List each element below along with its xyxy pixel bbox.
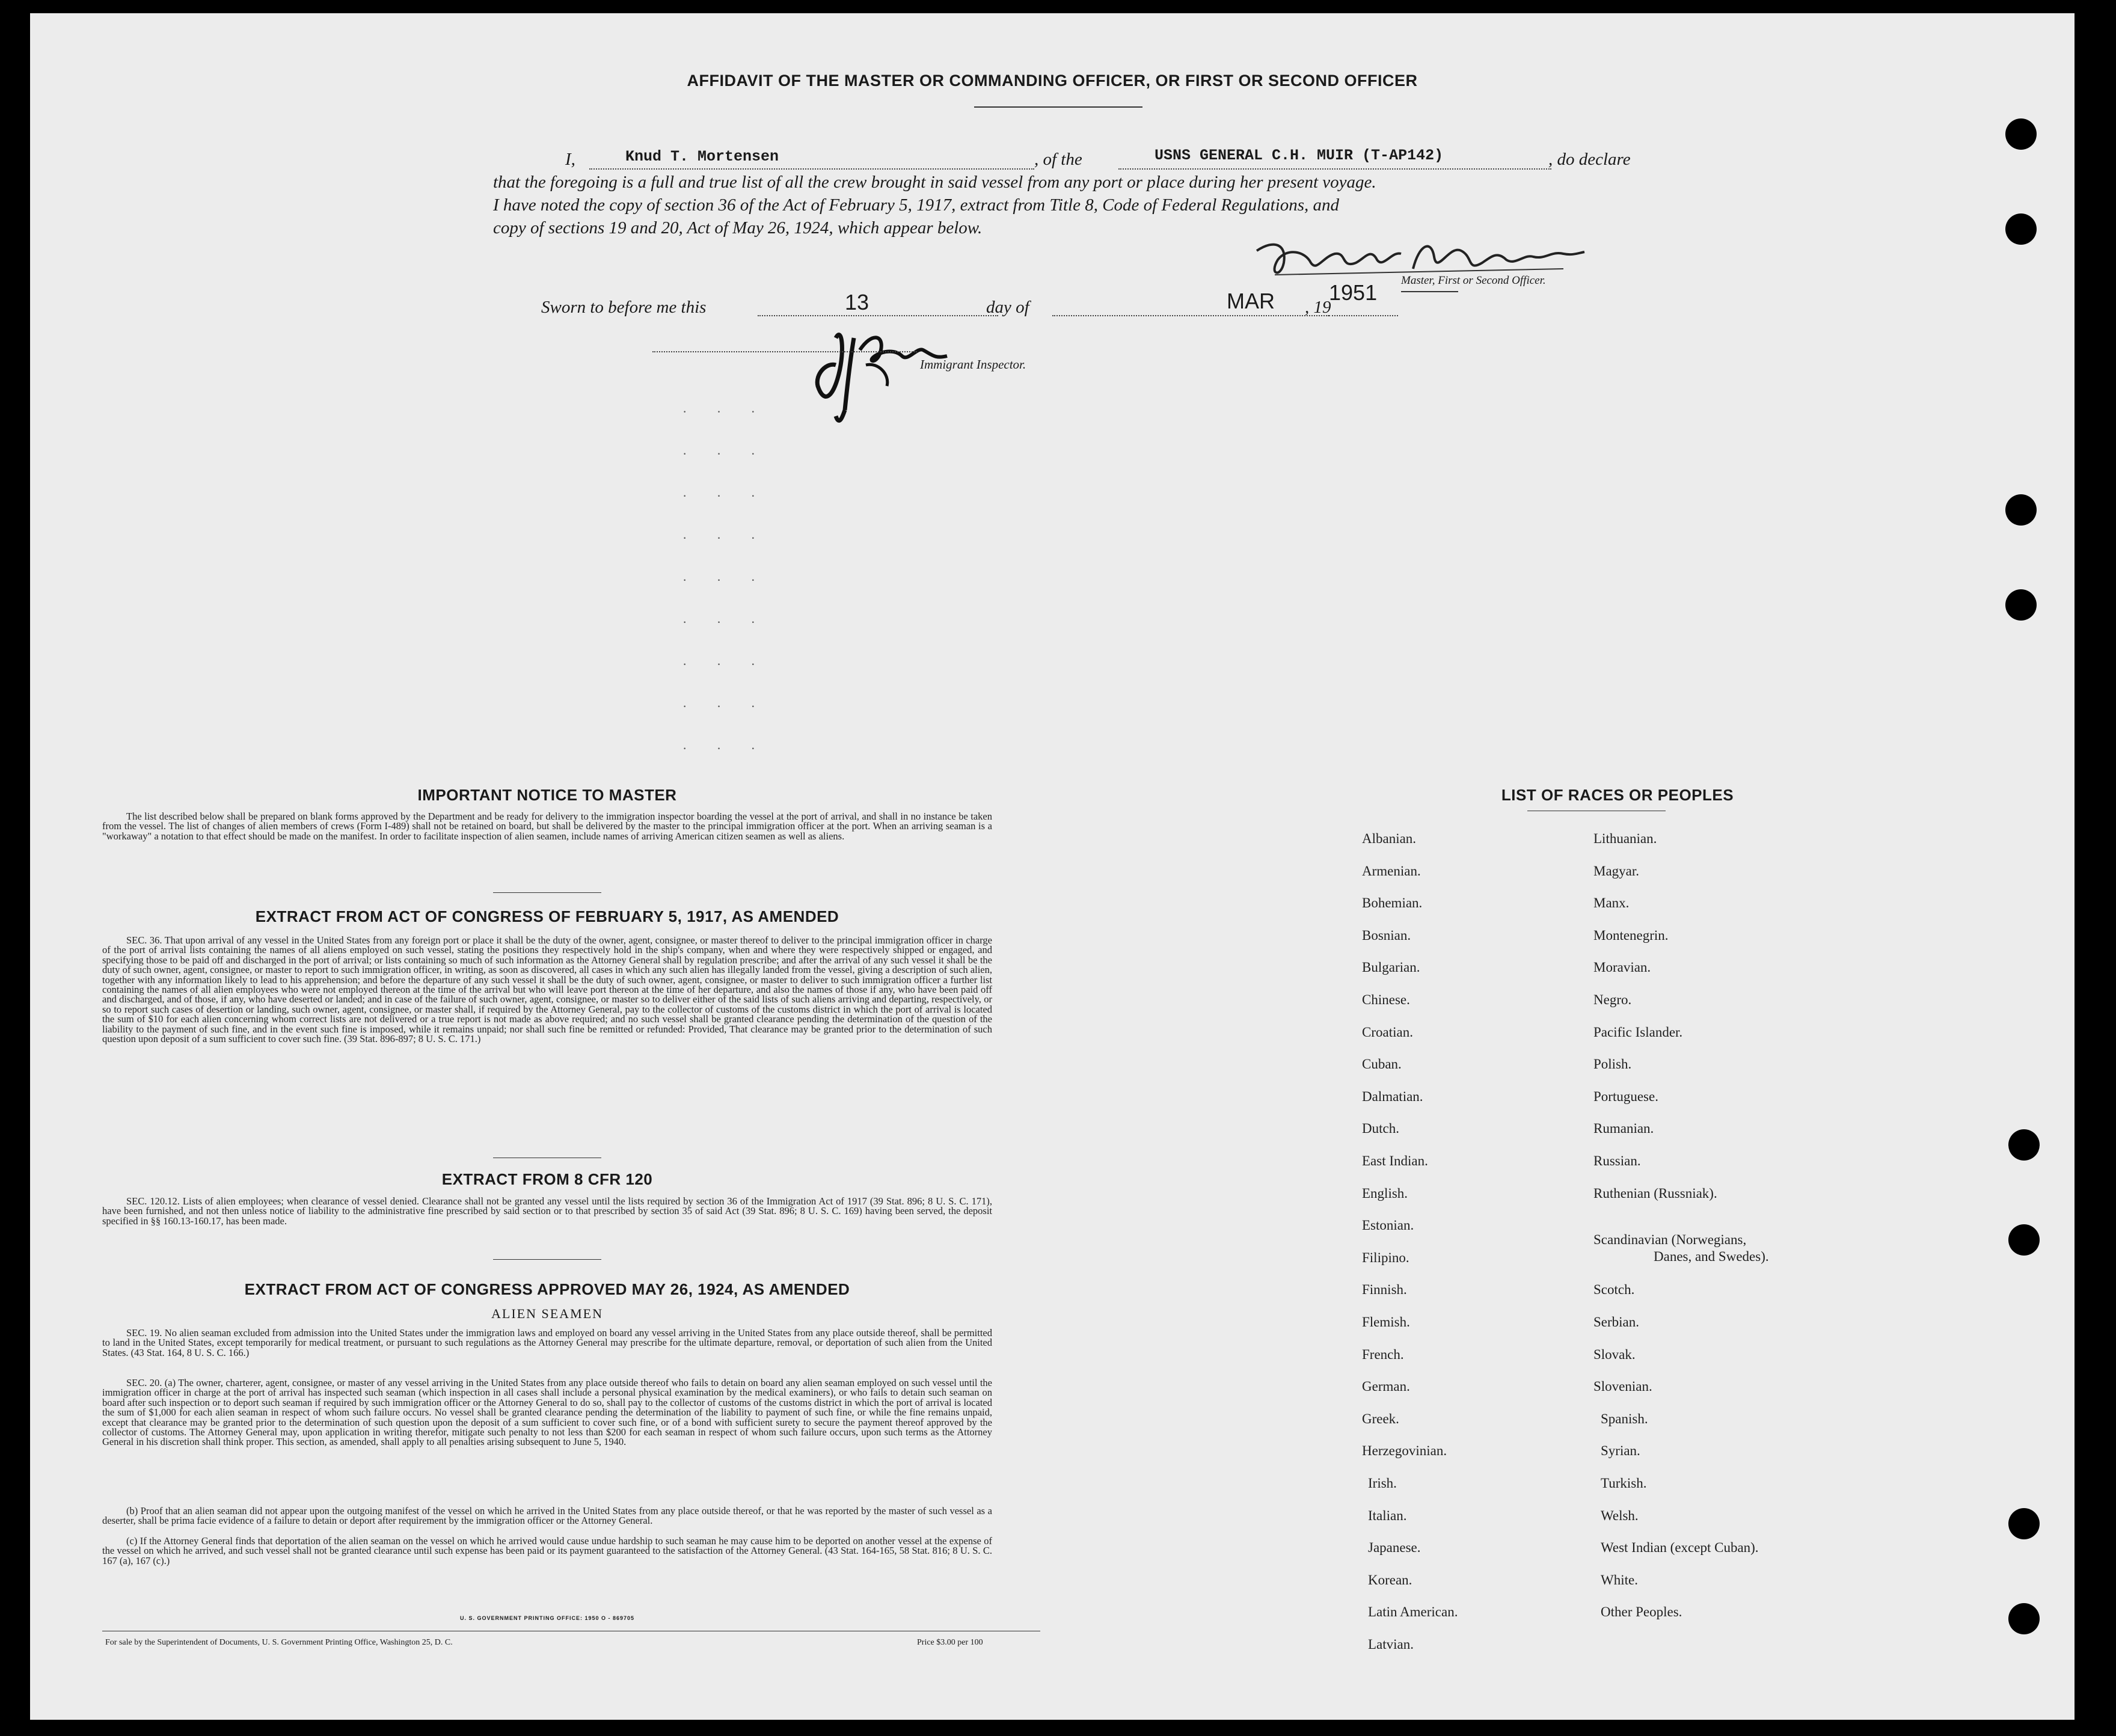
race-item: Slovenian. xyxy=(1593,1379,1652,1394)
race-item: Welsh. xyxy=(1601,1507,1639,1523)
race-item: Negro. xyxy=(1593,992,1632,1007)
race-item: Japanese. xyxy=(1368,1540,1421,1556)
race-item: French. xyxy=(1362,1346,1404,1362)
faint-dot-marks: · · · xyxy=(682,572,768,587)
extract-cfr-body: SEC. 120.12. Lists of alien employees; when clearance of vessel denied. Clearance shall not be granted any vessel until the lists required by section 36 of the Immigration Act of 1917 (39 Stat. 896; 8 U. S. C. 171), have been furnished, and not then unless notice of liability to the administrative fine prescribed by said section or to that prescribed by section 35 of said Act (39 Stat. 896; 8 U. S. C. 169) having been served, the deposit specified in §§ 160.13-160.17, has been made. xyxy=(102,1195,992,1227)
sworn-month-value: MAR xyxy=(1227,289,1275,313)
faint-dot-marks: · · · xyxy=(682,741,768,756)
notice-body: The list described below shall be prepared on blank forms approved by the Department and be ready for delivery to the immigration inspector boarding the vessel at the port of arrival, and shall in no instance be taken from the vessel. The list of changes of alien members of crews (Form I-489) shall not be retained on board, but shall be delivered by the master to the principal immigration officer at the port. When an arriving seaman is a "workaway" a notation to that effect should be made on the manifest. In order to facilitate inspection of alien seamen, include names of arriving American citizen seamen as well as aliens. xyxy=(102,811,992,842)
footer-price: Price $3.00 per 100 xyxy=(917,1638,983,1647)
affidavit-line-4: copy of sections 19 and 20, Act of May 26, 1924, which appear below. xyxy=(493,218,983,238)
inspector-signature-line xyxy=(652,351,917,352)
extract-cfr-divider xyxy=(493,1259,601,1260)
race-item: West Indian (except Cuban). xyxy=(1601,1540,1759,1556)
race-item: Dutch. xyxy=(1362,1121,1399,1136)
punch-hole xyxy=(2005,589,2037,621)
punch-hole xyxy=(2005,118,2037,150)
extract-cfr-title: EXTRACT FROM 8 CFR 120 xyxy=(441,1170,653,1188)
sworn-label: Sworn to before me this xyxy=(541,298,707,317)
notice-title: IMPORTANT NOTICE TO MASTER xyxy=(417,786,677,804)
extract-1917-title: EXTRACT FROM ACT OF CONGRESS OF FEBRUARY 5, 1917, AS AMENDED xyxy=(255,907,839,925)
master-caption: Master, First or Second Officer. xyxy=(1401,274,1546,287)
race-item: Estonian. xyxy=(1362,1218,1414,1233)
race-item: Polish. xyxy=(1593,1057,1632,1072)
race-item: Greek. xyxy=(1362,1411,1399,1426)
race-item: Cuban. xyxy=(1362,1057,1402,1072)
sworn-year-line xyxy=(1329,315,1398,316)
race-item: Filipino. xyxy=(1362,1250,1409,1265)
faint-dot-marks: · · · xyxy=(682,446,768,461)
race-item: Dalmatian. xyxy=(1362,1088,1423,1104)
races-title: LIST OF RACES OR PEOPLES xyxy=(1501,786,1734,804)
race-item: Latvian. xyxy=(1368,1637,1414,1652)
race-item: White. xyxy=(1601,1572,1638,1587)
race-item: Albanian. xyxy=(1362,831,1417,846)
extract-1924-sec19: SEC. 19. No alien seaman excluded from admission into the United States under the immigration laws and employed on board any vessel arriving in the United States from any place outside thereof, shall be permitted to land in the United States, except temporarily for medical treatment, or pursuant to such regulations as the Attorney General may prescribe for the ultimate departure, removal, or deportation of such alien from the United States. (43 Stat. 164, 8 U. S. C. 166.) xyxy=(102,1327,992,1358)
punch-hole xyxy=(2008,1508,2040,1539)
race-item: Ruthenian (Russniak). xyxy=(1593,1185,1717,1201)
race-item: Italian. xyxy=(1368,1507,1407,1523)
master-name-value: Knud T. Mortensen xyxy=(625,148,779,165)
race-item: Croatian. xyxy=(1362,1024,1413,1040)
punch-hole xyxy=(2008,1224,2040,1256)
race-item: Irish. xyxy=(1368,1476,1397,1491)
faint-dot-marks: · · · xyxy=(682,699,768,714)
master-signature-rule xyxy=(1401,291,1458,292)
extract-1924-title: EXTRACT FROM ACT OF CONGRESS APPROVED MAY 26, 1924, AS AMENDED xyxy=(244,1280,850,1298)
faint-dot-marks: · · · xyxy=(682,404,768,419)
race-item: Chinese. xyxy=(1362,992,1410,1007)
race-item: Bulgarian. xyxy=(1362,960,1420,975)
race-item: Other Peoples. xyxy=(1601,1604,1682,1620)
race-item: Bosnian. xyxy=(1362,927,1411,943)
punch-hole xyxy=(2008,1603,2040,1634)
sworn-year-value: 1951 xyxy=(1329,280,1378,305)
punch-hole xyxy=(2008,1129,2040,1161)
inspector-caption: Immigrant Inspector. xyxy=(920,357,1026,372)
race-item: German. xyxy=(1362,1379,1410,1394)
declare-label: , do declare xyxy=(1548,150,1631,169)
faint-dot-marks: · · · xyxy=(682,615,768,630)
faint-dot-marks: · · · xyxy=(682,657,768,672)
master-name-line xyxy=(589,168,1034,170)
race-item: Bohemian. xyxy=(1362,895,1423,911)
race-item: Pacific Islander. xyxy=(1593,1024,1683,1040)
extract-1924-sec20c: (c) If the Attorney General finds that deportation of the alien seaman on the vessel on which he arrived would cause undue hardship to such seaman he may cause him to be deported on another vessel at the expense of the vessel on which he arrived, and such vessel shall not be granted clearance until such expense has been paid or its payment guaranteed to the satisfaction of the Attorney General. (43 Stat. 164-165, 58 Stat. 816; 8 U. S. C. 167 (a), 167 (c).) xyxy=(102,1535,992,1566)
race-item: Herzegovinian. xyxy=(1362,1443,1447,1459)
title-divider xyxy=(974,106,1142,108)
footer-sale-notice: For sale by the Superintendent of Documents, U. S. Government Printing Office, Washington 25, D. C. xyxy=(105,1638,453,1647)
race-item: Portuguese. xyxy=(1593,1088,1658,1104)
race-item: Korean. xyxy=(1368,1572,1412,1587)
day-of-label: day of xyxy=(986,298,1029,317)
affidavit-title: AFFIDAVIT OF THE MASTER OR COMMANDING OFFICER, OR FIRST OR SECOND OFFICER xyxy=(687,72,1418,90)
affidavit-i-label: I, xyxy=(565,150,575,169)
punch-hole xyxy=(2005,494,2037,526)
gpo-imprint: U. S. GOVERNMENT PRINTING OFFICE: 1950 O - 869705 xyxy=(459,1615,635,1621)
document-page xyxy=(30,13,2075,1720)
race-item: Serbian. xyxy=(1593,1314,1640,1330)
faint-dot-marks: · · · xyxy=(682,530,768,545)
extract-1924-sec20a: SEC. 20. (a) The owner, charterer, agent, consignee, or master of any vessel arriving in the United States from any place outside thereof who fails to detain on board any alien seaman employed on such vessel until the immigration officer in charge at the port of arrival has inspected such seaman (which inspection in all cases shall include a personal physical examination by the medical examiners), or who fails to detain such seaman on board after such inspection or to deport such seaman if required by such immigration officer or the Attorney General to do so, shall pay to the collector of customs of the customs district in which the port of arrival is located the sum of $1,000 for each alien seaman in respect of whom such failure occurs. No vessel shall be granted clearance pending the determination of the liability to payment of such fine, or while the fine remains unpaid, except that clearance may be granted prior to the determination of such question upon the deposit of a sum sufficient to cover such fine, or of a bond with sufficient surety to secure the payment thereof approved by the collector of customs. The Attorney General may, upon application in writing therefor, mitigate such penalty to not less than $200 for each seaman in respect of whom such failure occurs, upon such terms as the Attorney General in his discretion shall think proper. This section, as amended, shall apply to all penalties arising subsequent to June 5, 1940. xyxy=(102,1377,992,1448)
race-item: Manx. xyxy=(1593,895,1630,911)
extract-1917-body: SEC. 36. That upon arrival of any vessel in the United States from any foreign port or place it shall be the duty of the owner, agent, consignee, or master thereof to deliver to the principal immigration officer in charge of the port of arrival lists containing the names of all aliens employed on such vessel, stating the positions they respectively hold in the ship's company, when and where they were respectively shipped or engaged, and specifying those to be paid off and discharged in the port of arrival; or lists containing so much of such information as the Attorney General shall by regulation prescribe; and after the arrival of any such vessel it shall be the duty of such owner, agent, consignee, or master to report to such immigration officer, in writing, as soon as discovered, all cases in which any such alien has illegally landed from the vessel, giving a description of such alien, together with any information likely to lead to his apprehension; and before the departure of any such vessel it shall be the duty of such owner, agent, consignee, or master to deliver to such immigration officer a further list containing the names of all alien employees who were not employed thereon at the time of the arrival but who will leave port thereon at the time of her departure, and also the names of those if any, who have been paid off and discharged, and of those, if any, who have deserted or landed; and in case of the failure of such owner, agent, consignee, or master so to deliver either of the said lists of such aliens arriving and departing, respectively, or so to report such cases of desertion or landing, such owner, agent, consignee, or master shall, if required by the Attorney General, pay to the collector of customs of the customs district in which the port of arrival is located the sum of $10 for each alien concerning whom correct lists are not delivered or a true report is not made as above required; and no such vessel shall be granted clearance pending the determination of the question of the liability to the payment of such fine, and in the event such fine is imposed, while it remains unpaid; nor shall such fine be remitted or refunded: Provided, That clearance may be granted prior to the determination of such question upon deposit of a sum sufficient to cover such fine. (39 Stat. 896-897; 8 U. S. C. 171.) xyxy=(102,934,992,1045)
vessel-name-value: USNS GENERAL C.H. MUIR (T-AP142) xyxy=(1155,147,1444,164)
race-item: Magyar. xyxy=(1593,863,1640,879)
race-item: Flemish. xyxy=(1362,1314,1410,1330)
race-item: Danes, and Swedes). xyxy=(1654,1249,1769,1265)
race-item: Turkish. xyxy=(1601,1476,1647,1491)
notice-divider xyxy=(493,892,601,893)
race-item: Scotch. xyxy=(1593,1282,1635,1298)
punch-hole xyxy=(2005,213,2037,245)
race-item: Syrian. xyxy=(1601,1443,1640,1459)
vessel-name-line xyxy=(1118,168,1551,170)
race-item: Finnish. xyxy=(1362,1282,1407,1298)
faint-dot-marks: · · · xyxy=(682,488,768,503)
race-item: Russian. xyxy=(1593,1153,1641,1168)
extract-1924-sec20b: (b) Proof that an alien seaman did not appear upon the outgoing manifest of the vessel on which he arrived in the United States from any place outside thereof, or that he was reported by the master of such vessel as a deserter, shall be prima facie evidence of a failure to detain or deport after requirement by the immigration officer or the Attorney General. xyxy=(102,1505,992,1527)
affidavit-line-2: that the foregoing is a full and true list of all the crew brought in said vessel from any port or place during her present voyage. xyxy=(493,173,1376,192)
sworn-day-value: 13 xyxy=(845,290,869,314)
race-item: East Indian. xyxy=(1362,1153,1428,1168)
of-the-label: , of the xyxy=(1034,150,1082,169)
race-item: Spanish. xyxy=(1601,1411,1648,1426)
sworn-month-line xyxy=(1052,315,1329,316)
race-item: Scandinavian (Norwegians, xyxy=(1593,1232,1747,1248)
race-item: Montenegrin. xyxy=(1593,927,1669,943)
race-item: Rumanian. xyxy=(1593,1121,1654,1136)
race-item: Latin American. xyxy=(1368,1604,1458,1620)
race-item: Lithuanian. xyxy=(1593,831,1657,846)
race-item: Slovak. xyxy=(1593,1346,1636,1362)
extract-1924-subtitle: ALIEN SEAMEN xyxy=(491,1306,603,1321)
race-item: English. xyxy=(1362,1185,1408,1201)
race-item: Moravian. xyxy=(1593,960,1651,975)
affidavit-line-3: I have noted the copy of section 36 of the Act of February 5, 1917, extract from Title 8, Code of Federal Regulations, and xyxy=(493,195,1340,215)
race-item: Armenian. xyxy=(1362,863,1421,879)
year-prefix: , 19 xyxy=(1305,298,1331,317)
